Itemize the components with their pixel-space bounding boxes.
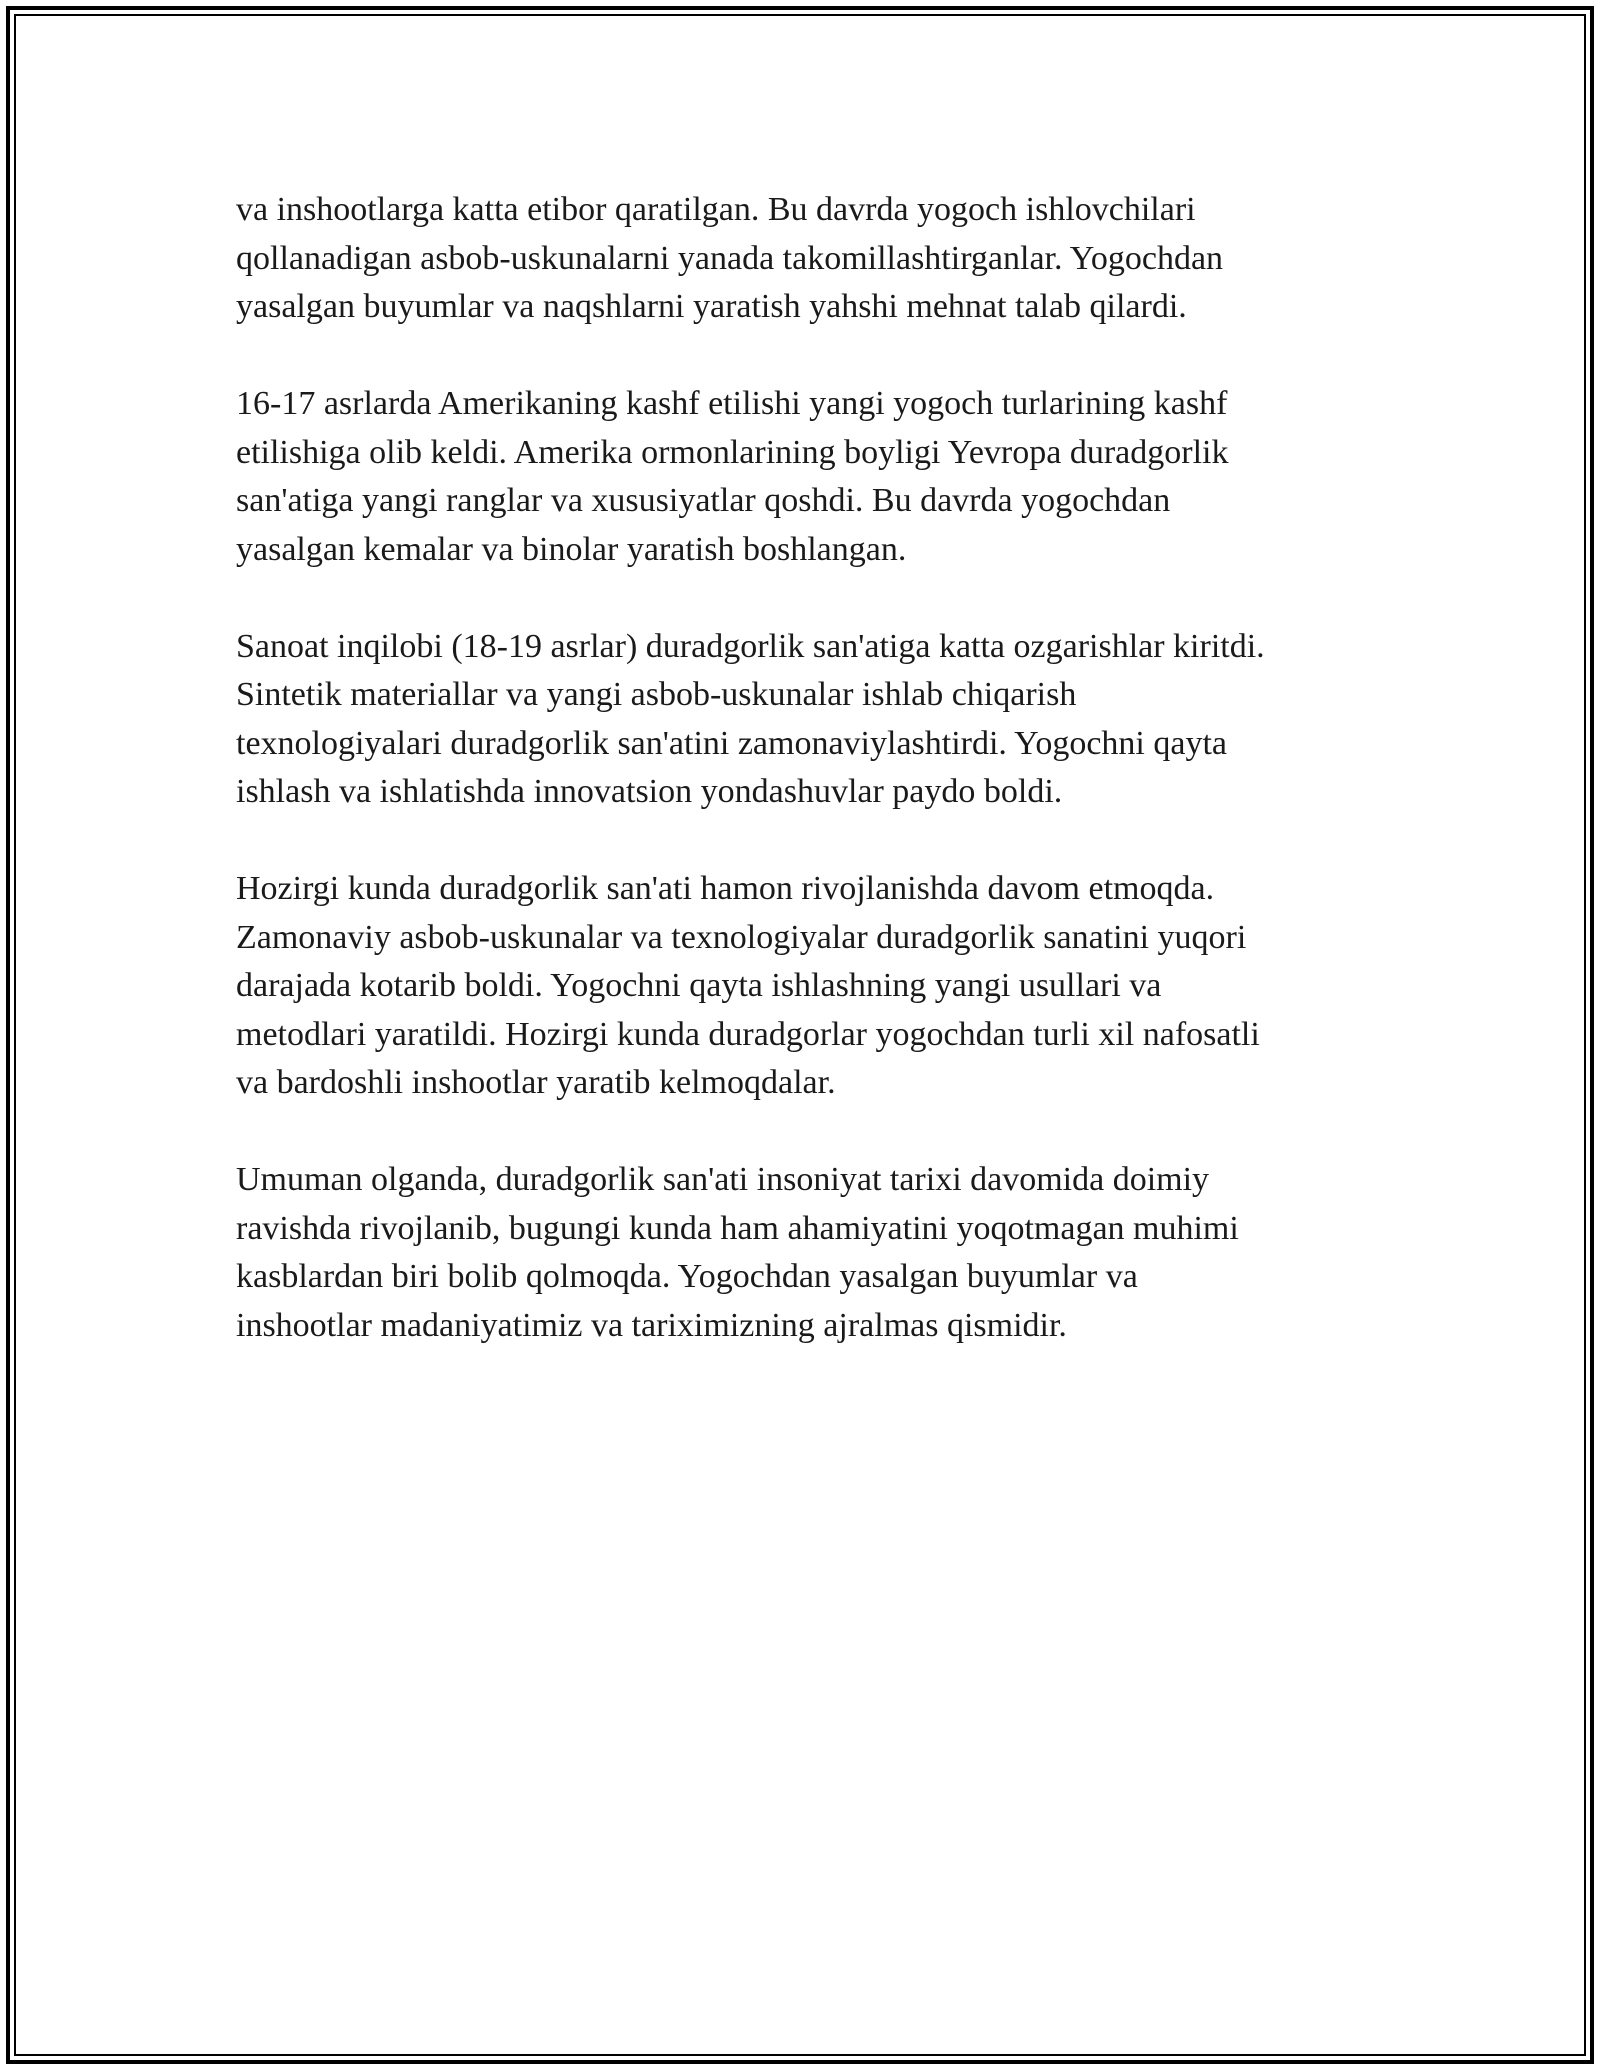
text-line: Sintetik materiallar va yangi asbob-uskunalar ishlab chiqarish — [236, 676, 1077, 713]
text-line: kasblardan biri bolib qolmoqda. Yogochdan yasalgan buyumlar va — [236, 1258, 1138, 1295]
text-line: ravishda rivojlanib, bugungi kunda ham ahamiyatini yoqotmagan muhimi — [236, 1209, 1239, 1247]
text-line: va bardoshli inshootlar yaratib kelmoqdalar. — [236, 1064, 836, 1101]
text-line: va inshootlarga katta etibor qaratilgan. Bu davrda yogoch ishlovchilari — [236, 191, 1196, 228]
text-line: Umuman olganda, duradgorlik san'ati insoniyat tarixi davomida doimiy — [236, 1161, 1210, 1198]
text-line: yasalgan kemalar va binolar yaratish boshlangan. — [236, 530, 907, 568]
paragraph — [236, 380, 1366, 574]
text-line: texnologiyalari duradgorlik san'atini zamonaviylashtirdi. Yogochni qayta — [236, 724, 1227, 762]
text-line: san'atiga yangi ranglar va xususiyatlar qoshdi. Bu davrda yogochdan — [236, 482, 1171, 519]
text-line: metodlari yaratildi. Hozirgi kunda duradgorlar yogochdan turli xil nafosatli — [236, 1015, 1260, 1053]
paragraph — [236, 1156, 1366, 1350]
text-line: etilishiga olib keldi. Amerika ormonlarining boyligi Yevropa duradgorlik — [236, 433, 1229, 471]
text-line: darajada kotarib boldi. Yogochni qayta ishlashning yangi usullari va — [236, 967, 1162, 1004]
text-line: Sanoat inqilobi (18-19 asrlar) duradgorlik san'atiga katta ozgarishlar kiritdi. — [236, 627, 1265, 665]
paragraph — [236, 623, 1366, 817]
text-line: ishlash va ishlatishda innovatsion yondashuvlar paydo boldi. — [236, 773, 1063, 810]
document-body — [236, 186, 1366, 1399]
paragraph — [236, 865, 1366, 1108]
text-line: inshootlar madaniyatimiz va tariximizning ajralmas qismidir. — [236, 1306, 1067, 1344]
text-line: yasalgan buyumlar va naqshlarni yaratish yahshi mehnat talab qilardi. — [236, 288, 1187, 325]
paragraph — [236, 186, 1366, 332]
text-line: 16-17 asrlarda Amerikaning kashf etilishi yangi yogoch turlarining kashf — [236, 385, 1228, 422]
text-line: qollanadigan asbob-uskunalarni yanada takomillashtirganlar. Yogochdan — [236, 239, 1224, 277]
text-line: Hozirgi kunda duradgorlik san'ati hamon rivojlanishda davom etmoqda. — [236, 870, 1215, 907]
text-line: Zamonaviy asbob-uskunalar va texnologiyalar duradgorlik sanatini yuqori — [236, 918, 1247, 956]
